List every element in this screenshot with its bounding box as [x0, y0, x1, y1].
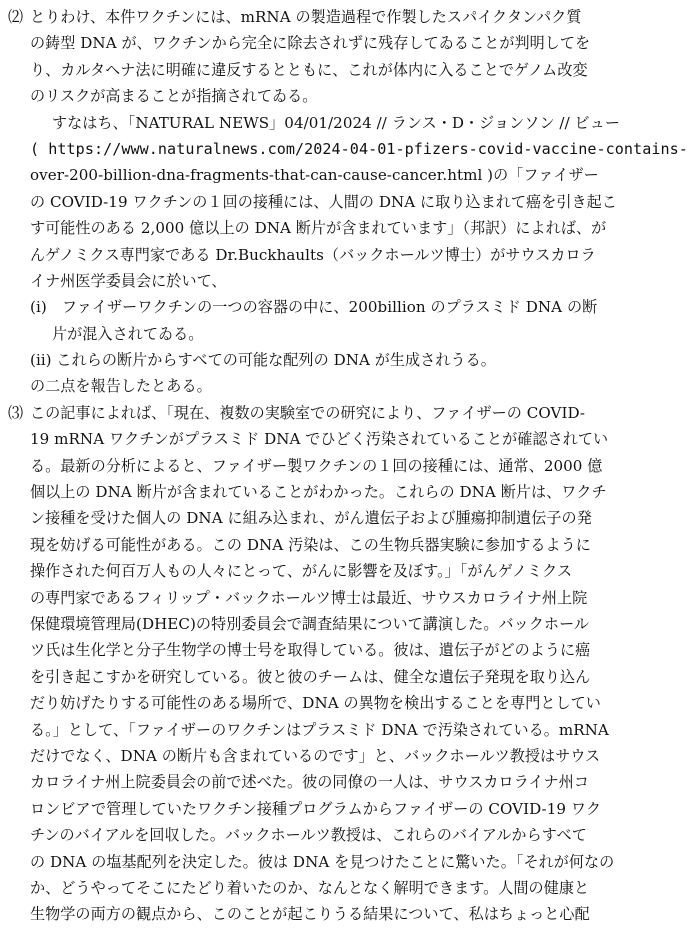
paragraph-2-item-i: (i) ファイザーワクチンの一つの容器の中に、200billion のプラスミド DNA の断 [30, 298, 598, 317]
paragraph-2-line-8: の COVID-19 ワクチンの１回の接種には、人間の DNA に取り込まれて癌を引き起こ [30, 192, 617, 211]
paragraph-2-line-2: の鋳型 DNA が、ワクチンから完全に除去されずに残存してゐることが判明してを [30, 34, 591, 53]
paragraph-2-url-line-1: ( https://www.naturalnews.com/2024-04-01-pfizers-covid-vaccine-contains- [30, 139, 688, 158]
paragraph-3-line-9: 保健環境管理局(DHEC)の特別委員会で調査結果について講演した。バックホール [30, 614, 590, 633]
paragraph-2-line-11: イナ州医学委員会に於いて、 [30, 271, 227, 290]
paragraph-3-line-18: の DNA の塩基配列を決定した。彼は DNA を見つけたことに驚いた。「それが何なの [30, 852, 615, 871]
paragraph-3-number: ⑶ [8, 403, 24, 422]
paragraph-2-line-5: すなはち、「NATURAL NEWS」04/01/2024 // ランス・D・ジョンソン // ビュー [52, 113, 620, 132]
paragraph-2-item-ii: (ⅱ) これらの断片からすべての可能な配列の DNA が生成されうる。 [30, 351, 496, 370]
paragraph-3-line-17: チンのバイアルを回収した。バックホールツ教授は、これらのバイアルからすべて [30, 826, 587, 845]
paragraph-3-line-7: 操作された何百万人もの人々にとって、がんに影響を及ぼす。」「がんゲノミクス [30, 562, 573, 581]
paragraph-2-closing: の二点を報告したとある。 [30, 377, 212, 396]
paragraph-3-line-16: ロンビアで管理していたワクチン接種プログラムからファイザーの COVID-19 ワク [30, 799, 602, 818]
paragraph-2-line-10: んゲノミクス専門家である Dr.Buckhaults（バックホールツ博士）がサウスカロラ [30, 245, 596, 264]
paragraph-2-line-4: のリスクが高まることが指摘されてゐる。 [30, 87, 318, 106]
paragraph-2-line-9: す可能性のある 2,000 億以上の DNA 断片が含まれています」（邦訳）によれば、が [30, 219, 607, 238]
paragraph-3-line-15: カロライナ州上院委員会の前で述べた。彼の同僚の一人は、サウスカロライナ州コ [30, 773, 589, 792]
paragraph-3-line-1: ⑶ この記事によれば、「現在、複数の実験室での研究により、ファイザーの COVID- [8, 400, 585, 426]
paragraph-2-number: ⑵ [8, 8, 24, 26]
paragraph-2-line-1: ⑵ とりわけ、本件ワクチンには、mRNA の製造過程で作製したスパイクタンパク質 [8, 4, 585, 30]
paragraph-3-line-20: 生物学の両方の観点から、このことが起こりうる結果について、私はちょっと心配 [30, 905, 590, 924]
paragraph-3-line-4: 個以上の DNA 断片が含まれていることがわかった。これらの DNA 断片は、ワクチ [30, 483, 607, 502]
paragraph-2 [8, 4, 688, 400]
paragraph-3-line-10: ツ氏は生化学と分子生物学の博士号を取得している。彼は、遺伝子がどのように癌 [30, 641, 591, 660]
paragraph-3-line-2: 19 mRNA ワクチンがプラスミド DNA でひどく汚染されていることが確認されてい [30, 430, 609, 449]
paragraph-2-url-line-2: over-200-billion-dna-fragments-that-can-cause-cancer.html )の「ファイザー [30, 166, 599, 185]
paragraph-3-line-12: だり妨げたりする可能性のある場所で、DNA の異物を検出することを専門としてい [30, 694, 601, 713]
paragraph-3-line-14: だけでなく、DNA の断片も含まれているのです」と、バックホールツ教授はサウス [30, 746, 601, 765]
paragraph-3-line-3: る。最新の分析によると、ファイザー製ワクチンの１回の接種には、通常、2000 億 [30, 456, 603, 475]
paragraph-3-line-6: 現を妨げる可能性がある。この DNA 汚染は、この生物兵器実験に参加するように [30, 535, 591, 554]
paragraph-3-line-11: を引き起こすかを研究している。彼と彼のチームは、健全な遺伝子発現を取り込ん [30, 667, 591, 686]
paragraph-3-line-13: る。」として、「ファイザーのワクチンはプラスミド DNA で汚染されている。mRNA [30, 720, 609, 739]
paragraph-3-line-19: か、どうやってそこにたどり着いたのか、なんとなく解明できます。人間の健康と [30, 878, 590, 897]
paragraph-3-line-8: の専門家であるフィリップ・バックホールツ博士は最近、サウスカロライナ州上院 [30, 588, 588, 607]
paragraph-2-item-i-cont: 片が混入されてゐる。 [52, 324, 204, 343]
paragraph-2-line-3: り、カルタヘナ法に明確に違反するとともに、これが体内に入ることでゲノム改変 [30, 60, 588, 79]
paragraph-3 [8, 400, 615, 928]
paragraph-3-line-5: ン接種を受けた個人の DNA に組み込まれ、がん遺伝子および腫瘍抑制遺伝子の発 [30, 509, 592, 528]
